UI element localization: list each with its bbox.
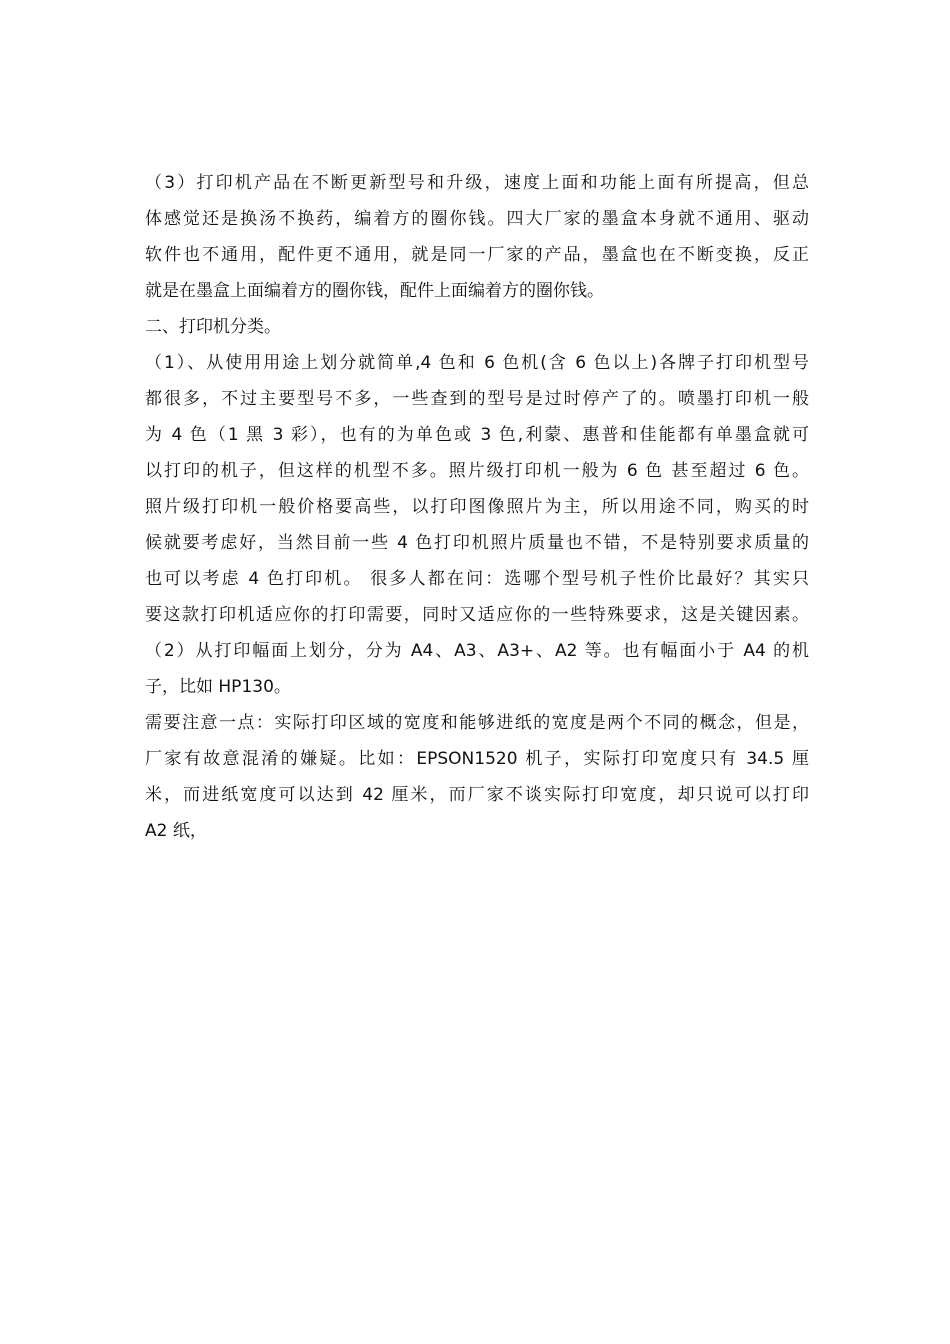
text-line: 需要注意一点：实际打印区域的宽度和能够进纸的宽度是两个不同的概念，但是， <box>145 713 809 733</box>
text-line: 候就要考虑好，当然目前一些 4 色打印机照片质量也不错，不是特别要求质量的 <box>145 533 809 553</box>
text-line: 厂家有故意混淆的嫌疑。比如：EPSON1520 机子，实际打印宽度只有 34.5 厘 <box>145 749 809 769</box>
paragraph-printer-updates <box>145 165 809 309</box>
paragraph-classification-by-use <box>145 345 809 633</box>
text-line: 软件也不通用，配件更不通用，就是同一厂家的产品，墨盒也在不断变换，反正 <box>145 245 809 265</box>
text-line: 也可以考虑 4 色打印机。 很多人都在问：选哪个型号机子性价比最好？其实只 <box>145 569 809 589</box>
text-line: 子，比如 HP130。 <box>145 677 291 697</box>
text-line: 二、打印机分类。 <box>145 317 281 337</box>
text-line: 米，而进纸宽度可以达到 42 厘米，而厂家不谈实际打印宽度，却只说可以打印 <box>145 785 809 805</box>
text-line: 体感觉还是换汤不换药，编着方的圈你钱。四大厂家的墨盒本身就不通用、驱动 <box>145 209 809 229</box>
text-line: （3）打印机产品在不断更新型号和升级，速度上面和功能上面有所提高，但总 <box>145 173 809 193</box>
paragraph-classification-by-paper-size <box>145 633 809 705</box>
document-body <box>145 165 809 849</box>
text-line: 为 4 色（1 黑 3 彩），也有的为单色或 3 色,利蒙、惠普和佳能都有单墨盒就可 <box>145 425 809 445</box>
text-line: 都很多，不过主要型号不多，一些查到的型号是过时停产了的。喷墨打印机一般 <box>145 389 809 409</box>
text-line: （1）、从使用用途上划分就简单,4 色和 6 色机(含 6 色以上)各牌子打印机型号 <box>145 353 809 373</box>
text-line: （2）从打印幅面上划分，分为 A4、A3、A3+、A2 等。也有幅面小于 A4 的机 <box>145 641 809 661</box>
text-line: 以打印的机子，但这样的机型不多。照片级打印机一般为 6 色 甚至超过 6 色。 <box>145 461 809 481</box>
text-line: 照片级打印机一般价格要高些，以打印图像照片为主，所以用途不同，购买的时 <box>145 497 809 517</box>
text-line: A2 纸， <box>145 821 207 841</box>
paragraph-print-width-note <box>145 705 809 849</box>
text-line: 要这款打印机适应你的打印需要，同时又适应你的一些特殊要求，这是关键因素。 <box>145 605 809 625</box>
text-line: 就是在墨盒上面编着方的圈你钱，配件上面编着方的圈你钱。 <box>145 281 604 301</box>
section-heading-printer-classification <box>145 309 809 345</box>
